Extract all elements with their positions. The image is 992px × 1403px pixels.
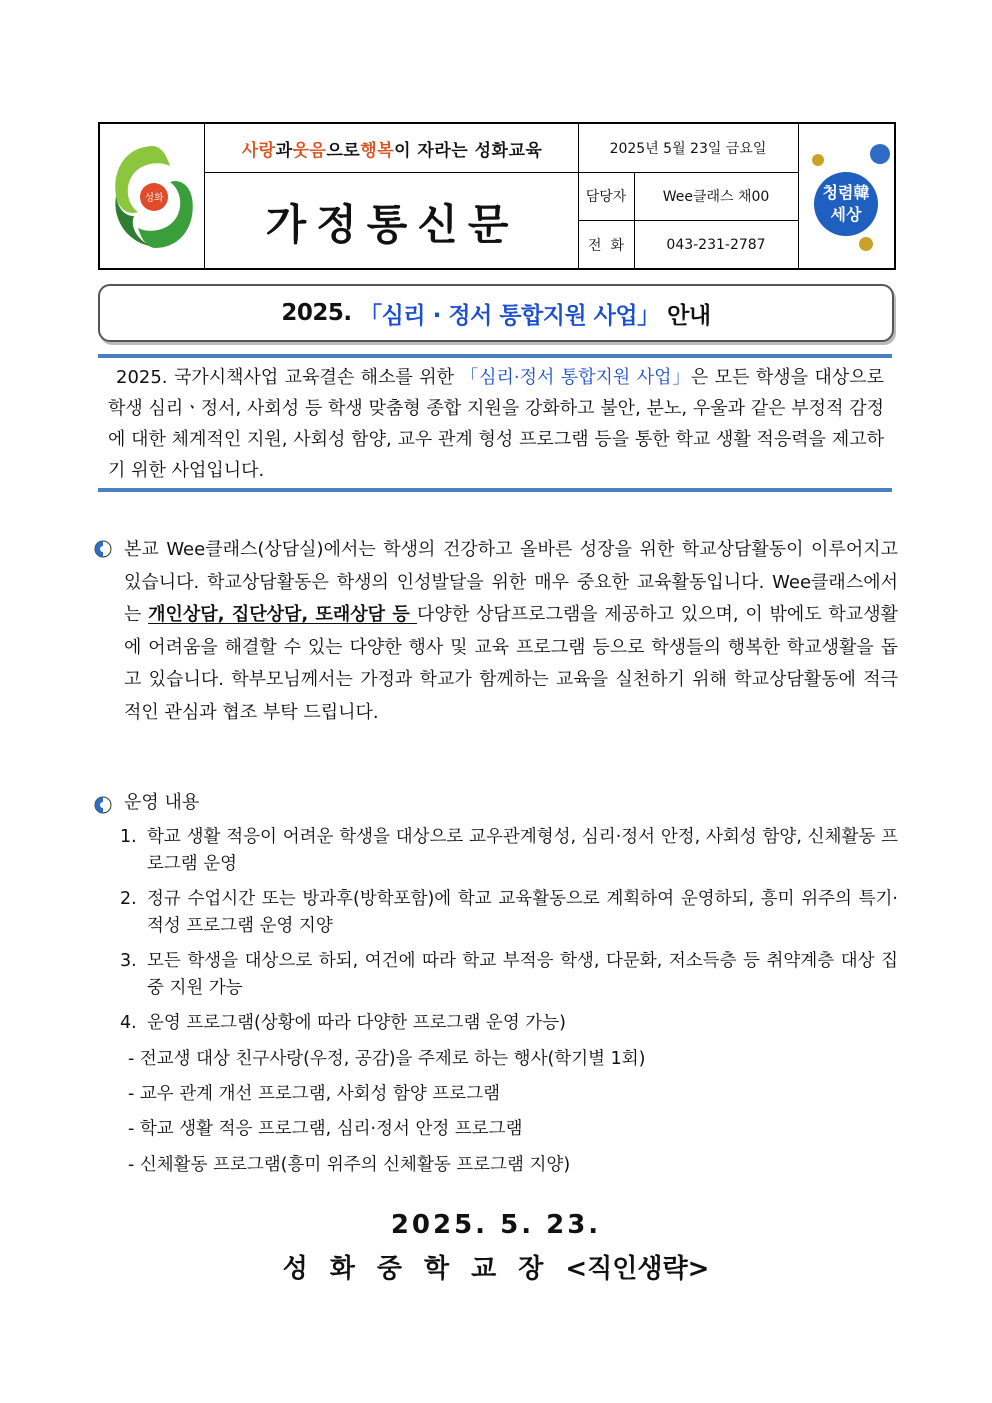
header-table (98, 122, 896, 270)
seal-omitted: <직인생략> (565, 1254, 710, 1284)
contact-label: 담당자 (585, 189, 627, 205)
intro-top-rule (98, 354, 892, 358)
subject-suffix: 안내 (659, 302, 711, 329)
phone-label: 전 화 (588, 238, 624, 254)
intro-bottom-rule (98, 488, 892, 492)
bullet-icon (94, 796, 112, 814)
document-title: 가정통신문 (265, 200, 519, 249)
svg-text:청렴韓: 청렴韓 (822, 183, 870, 202)
school-logo (110, 142, 198, 252)
principal-name: 성화중학교장 (282, 1254, 566, 1284)
svg-text:성화: 성화 (144, 193, 164, 204)
intro-paragraph: 2025. 국가시책사업 교육결손 해소를 위한 「심리·정서 통합지원 사업」은 모든 학생을 대상으로 학생 심리ㆍ정서, 사회성 등 학생 맞춤형 종합 지원을 강화하고 불안, 분노, 우울과 같은 부정적 감정에 대한 체계적인 지원, 사회성 함양, 교우 관계 형성 프로그램 등을 통한 학교 생활 적응력을 제고하기 위한 사업입니다. (108, 367, 884, 481)
bullet-icon (94, 540, 112, 558)
program-subitem: - 전교생 대상 친구사랑(우정, 공감)을 주제로 하는 행사(학기별 1회) (128, 1049, 646, 1069)
subject-highlight: 「심리 · 정서 통합지원 사업」 (359, 302, 660, 329)
issue-date: 2025년 5월 23일 금요일 (609, 141, 767, 157)
contact-value: Wee클래스 채00 (662, 189, 770, 205)
integrity-logo (804, 140, 894, 258)
operation-item: 4. 운영 프로그램(상황에 따라 다양한 프로그램 운영 가능) (120, 1013, 566, 1033)
counseling-types: 개인상담, 집단상담, 또래상담 등 (148, 604, 418, 625)
operation-heading: 운영 내용 (124, 792, 200, 813)
footer-date: 2025. 5. 23. (390, 1210, 602, 1240)
operation-item: 2. 정규 수업시간 또는 방과후(방학포함)에 학교 교육활동으로 계획하여 운영하되, 흥미 위주의 특기·적성 프로그램 운영 지양 (120, 889, 898, 936)
school-slogan: 사랑 과 웃음 으로 행복 이 자라는 성화교육 (241, 140, 543, 161)
svg-text:세상: 세상 (830, 205, 862, 224)
subject-prefix: 2025. (281, 300, 360, 326)
phone-value: 043-231-2787 (666, 237, 766, 253)
principal-signature (0, 1248, 992, 1285)
program-subitem: - 신체활동 프로그램(흥미 위주의 신체활동 프로그램 지양) (128, 1155, 571, 1175)
counseling-paragraph: 본교 Wee클래스(상담실)에서는 학생의 건강하고 올바른 성장을 위한 학교상담활동이 이루어지고 있습니다. 학교상담활동은 학생의 인성발달을 위한 매우 중요한 교육활동입니다. Wee클래스에서는 개인상담, 집단상담, 또래상담 등 다양한 상담프로그램을 제공하고 있으며, 이 밖에도 학교생활에 어려움을 해결할 수 있는 다양한 행사 및 교육 프로그램 등으로 학생들의 행복한 학교생활을 돕고 있습니다. 학부모님께서는 가정과 학교가 함께하는 교육을 실천하기 위해 학교상담활동에 적극적인 관심과 협조 부탁 드립니다. (124, 539, 898, 723)
operation-item: 1. 학교 생활 적응이 어려운 학생을 대상으로 교우관계형성, 심리·정서 안정, 사회성 함양, 신체활동 프로그램 운영 (120, 827, 898, 874)
subject-box (98, 284, 894, 342)
operation-item: 3. 모든 학생을 대상으로 하되, 여건에 따라 학교 부적응 학생, 다문화, 저소득층 등 취약계층 대상 집중 지원 가능 (120, 951, 898, 998)
program-subitem: - 교우 관계 개선 프로그램, 사회성 함양 프로그램 (128, 1084, 501, 1104)
program-subitem: - 학교 생활 적응 프로그램, 심리·정서 안정 프로그램 (128, 1119, 523, 1139)
